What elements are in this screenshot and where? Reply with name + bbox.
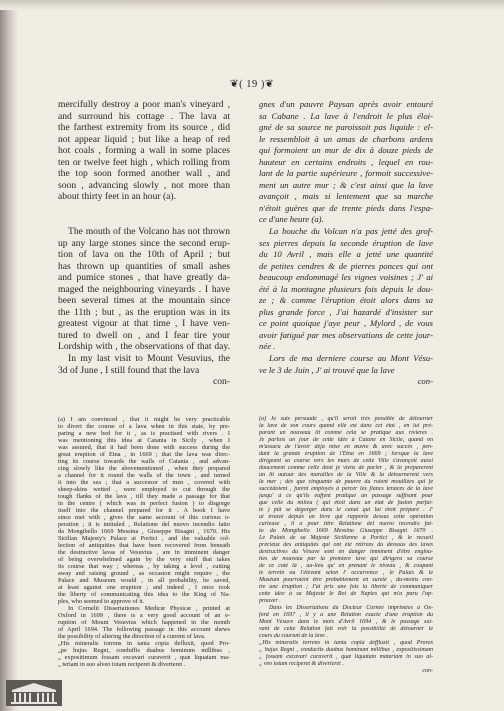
french-footnote-line: te ) pût se dégorger dans le canal qui lui étoit préparé . J' [259, 507, 433, 513]
french-text-line: lant de la partie supérieure , formoit successive- [259, 168, 433, 179]
english-text-line: In my last visit to Mount Vesuvius, the [68, 353, 230, 365]
french-footnote-line: doucement comme celle dont je viens de parler , & la préparerent [259, 465, 433, 471]
french-footnote-line: (a) Je suis persuadé , qu'il seroit très possible de détourner [259, 416, 433, 422]
french-footnote-line: de ce coté là , au-lieu qu' en prenant le niveau , & coupant [259, 563, 433, 569]
english-text-line: about thirty feet in an hour (a). [58, 191, 177, 203]
english-footnote-line: (a) I am convinced , that it might be very practicable [58, 416, 230, 423]
page-gutter-shadow [0, 0, 18, 711]
french-footnote-line: prouver . [259, 598, 281, 604]
french-footnote-line: dant la grande éruption de l'Etna en 1669 ; lorsque la lave [259, 451, 433, 457]
french-text-line: qui formoient un mur de dix à douze pieds de [259, 145, 433, 156]
english-text-line: the 11th ; but , as the eruption was in its [58, 306, 230, 318]
english-text-line: and surround his cottage . The lava at [58, 110, 230, 122]
french-footnote-line: parant un nouveau lit comme cela se pratique aux rivieres . [259, 430, 433, 436]
english-text-line: tion of lava on the 10th of April ; but [58, 249, 230, 261]
library-stamp-image [6, 680, 62, 706]
english-footnote-line: to divert the course of a lava when in this state, by pre- [58, 423, 230, 430]
french-text-line: été à la montagne plusieurs fois depuis le dou- [259, 283, 433, 294]
english-footnote-line: Oxford in 1699 , there is a very good account of an e- [58, 612, 230, 619]
french-text-line: n'étoit guères que de trente pieds dans l'espa- [259, 202, 433, 213]
french-text-line: ze ; & comme l'éruption étoit alors dans sa [259, 295, 433, 306]
english-footnote-line: sheep-skins wetted , were employed to cut through the [58, 486, 230, 493]
french-footnote-line: dirigeant sa course vers les murs de cette Ville s'avançoit aussi [259, 458, 433, 464]
french-column [259, 99, 433, 388]
english-text-line [58, 203, 230, 215]
french-text-line: de petites cendres & de pierres ponces qui ont [259, 260, 433, 271]
french-footnote-line: Le Palais de sa Majesté Sicilienne à Portici , & le recueil [259, 535, 433, 541]
english-footnote-line: „ teriam in suo alveo totam reciperet & diverteret . [58, 661, 186, 668]
english-footnote-line: Sicilian Majesty's Palace at Portici , and the valuable col- [58, 535, 230, 542]
english-text-line: 3d of June , I still found that the lava [58, 364, 200, 376]
english-text-line [58, 214, 230, 226]
english-footnote-line: lection of antiquities that have been recovered from beneath [58, 542, 230, 549]
english-text-line: the top soon formed another wall , and [58, 168, 230, 180]
french-footnote-line: „ hujus Regni , conductis duobus hominum millibus , expositissimam [259, 647, 433, 653]
french-text-line: du 10 Avril , mais elle a jetté une quantité [259, 249, 433, 260]
english-footnote-line: the destructive lavas of Vesuvius , are in imminent danger [58, 549, 230, 556]
catchword: con- [212, 376, 230, 388]
french-text-line: gné de sa source ne paroissoit pas liquide : el- [259, 122, 433, 133]
french-footnote-line: „ veo totam reciperet & diverteret . [259, 661, 344, 667]
french-footnote-line: curieuse , il a pour titre Relatione del nuovo incendio fat- [259, 521, 433, 527]
english-footnote-line: ples, who seemed to approve of it. [58, 598, 145, 605]
french-footnote-line: succédoient , furent employés à percer les flancs tenaces de la lave [259, 486, 433, 492]
french-footnote-line: ai trouvé depuis un livre qui rapporte dessus cette opération [259, 514, 433, 520]
french-text-line: ment un autre mur ; & c'est ainsi que la lave [259, 179, 433, 190]
english-text-line: hot coals , forming a wall in some places [58, 145, 230, 157]
french-text-line: beaucoup endommagé les vignes voisines ; J' ai [259, 272, 433, 283]
french-text-line: avançoit , mais si lentement que sa marche [259, 191, 433, 202]
french-footnote-line: Muséum pourroient être probablement en sureté , du-moins con- [259, 577, 433, 583]
french-text-line: hauteur en certains endroits , lequel en rou- [259, 156, 433, 167]
english-footnote-line: great eruption of Etna , in 1669 ; that the lava was direc- [58, 451, 230, 458]
english-footnote-line: of April 1694. The following passage in this account shews [58, 626, 230, 633]
french-text-line: Lors de ma derniere course au Mont Vésu- [269, 353, 433, 364]
french-footnote-line: Dans les Dissertations du Docteur Cornée imprimées à Ox- [269, 605, 433, 611]
french-text-line: le ressembloit à un amas de charbons ardens [259, 133, 433, 144]
french-footnote-line: Mont Vésuve dans le mois d'Avril 1694 , & le passage sui- [259, 619, 433, 625]
english-footnote-line: tough flanks of the lava , till they made a passage for that [58, 493, 230, 500]
catchword: con- [417, 376, 433, 387]
french-footnote-line: jusqu' à ce qu'ils euffent pratiqué un passage suffisant pour [259, 493, 433, 499]
french-footnote-line: tre une éruption ; J'ai pris une fois la liberté de communiquer [259, 584, 433, 590]
french-text-line: gnes d'un pauvre Paysan après avoir entouré [259, 99, 433, 109]
french-footnote-line: précieux des antiquités qui ont été retirées du dessous des laves [259, 542, 433, 548]
english-footnote-line: of being overwhelmed again by the very stuff that takes [58, 556, 230, 563]
french-text-line: ce point quoique j'aye peur , Mylord , de vous [259, 318, 433, 329]
catchword: con- [422, 668, 433, 674]
page-top-shadow [0, 0, 504, 10]
english-text-line: ten or twelve feet high , which rolling from [58, 156, 230, 168]
english-footnote-line: it into the sea ; that a successor of men , covered with [58, 479, 230, 486]
english-text-line: the farthest extremity from its source , did [58, 122, 230, 134]
french-text-line: ses pierres depuis la seconde éruption de lave [259, 237, 433, 248]
english-footnote-line: was mentioning this idea at Catania in Sicily , when I [58, 437, 230, 444]
english-footnote-line: In Cornelii Dissertationes Medicæ Physicæ , printed at [68, 605, 230, 612]
french-footnote-line: un lit autour des murailles de la Ville & la détournerent vers [259, 472, 433, 478]
french-footnote-line: que celle du milieu ( qui étoit dans un état de fusion parfai- [259, 500, 433, 506]
french-footnote-line: destructives du Vésuve sont en danger imminent d'être englou- [259, 549, 433, 555]
english-footnote-line: ting its course towards the walls of Catania , and advan- [58, 458, 230, 465]
french-footnote-line: to da Mongibello 1669 Messina Giuseppe Bisagni 1670 . [259, 528, 433, 534]
english-text-line: maged the neighbouring vineyards . I have [58, 283, 230, 295]
english-footnote-line: the possibility of altering the direction of a current of lava. [58, 633, 206, 640]
english-footnote-line: peration ; it is intituled , Relatione del nuovo incendio fatto [58, 521, 230, 528]
english-footnote-line: itself into the channel prepared for it . A book I have [58, 507, 230, 514]
english-text-line: been several times at the mountain since [58, 295, 230, 307]
french-footnote [259, 416, 433, 675]
french-footnote-line: la lave de son cours quand elle est dans cet état , en lui pré- [259, 423, 433, 429]
french-text-line: ce d'une heure (a). [259, 214, 324, 225]
french-text-line: née . [259, 341, 276, 352]
french-footnote-line: m'assura de l'avoir déja mise en œuvre & avec succès , pen- [259, 444, 433, 450]
french-text-line: ve le 3 de Juin , J' ai trouvé que la lave [259, 364, 395, 375]
page-header-number: ❦( 19 )❦ [229, 79, 275, 90]
english-footnote-line: cing slowly like the abovementioned , when they prepared [58, 465, 230, 472]
french-footnote-line: ford en 1697 , il y a une Relation exacte d'une éruption du [259, 612, 433, 618]
english-column [58, 99, 230, 388]
english-footnote [58, 416, 230, 668]
english-footnote-line: „His mineralis torrens in tanta copia defluxit, quod Pro- [58, 640, 230, 647]
english-footnote-line: its course that way ; whereas , by taking a level , cutting [58, 563, 230, 570]
english-footnote-line: was assured, that it had been done with success during the [58, 444, 230, 451]
french-footnote-line: le terrein ou l'élevant selon l' occurrence , le Palais & le [259, 570, 433, 576]
french-footnote-line: „ fossam excavari curaverit , quæ liquatam materiam in suo al- [259, 654, 433, 660]
english-footnote-line: „ expositimum fossam excavari curaverit , quæ liquatam ma- [58, 654, 230, 661]
english-footnote-line: „pe hujus Regni, conduffis duabus hominum millibus , [58, 647, 230, 654]
library-building-icon [6, 680, 62, 706]
french-footnote-line: Je parlois un jour de cette idée à Catane en Sicile, quand on [259, 437, 433, 443]
english-text-line: not appear liquid ; but like a heap of red [58, 133, 230, 145]
english-text-line: tured to dwell on , and I fear tire your [58, 329, 230, 341]
french-footnote-line: cette idée à sa Majesté le Roi de Naples qui m'a paru l'ap- [259, 591, 433, 597]
english-text-line: The mouth of the Volcano has not thrown [68, 226, 230, 238]
french-text-line: plus grande force , J'ai hazardé d'insister sur [259, 306, 433, 317]
english-text-line: Lordship with , the observations of that day. [58, 341, 230, 353]
french-text-line: sa Cabane . La lave à l'endroit le plus éloi- [259, 110, 433, 121]
english-text-line: up any large stones since the second erup- [58, 237, 230, 249]
english-footnote-line: a channel for it round the walls of the town , and turned [58, 472, 230, 479]
english-footnote-line: in the centre ( which was in perfect fusion ) to disgorge [58, 500, 230, 507]
english-footnote-line: ruption of Mount Vesuvius which happened in the month [58, 619, 230, 626]
french-text-line: La bouche du Volcan n'a pas jetté des grof- [269, 226, 433, 237]
english-footnote-line: paring a new bed for it , as is practised with rivers . I [58, 430, 230, 437]
english-text-line: soon , advancing slowly , not more than [58, 179, 230, 191]
french-footnote-line: „His mineralis torrens in tanta copia deffluxit , quod Prorex [259, 640, 433, 646]
english-footnote-line: away and raising ground , as occasion might require , the [58, 570, 230, 577]
french-text-line: avoir fatigué par mes observations de cette jour- [259, 329, 433, 340]
english-footnote-line: the liberty of communicating this idea to the King of Na- [58, 591, 230, 598]
english-text-line: and pumice stones , that have greatly da- [58, 272, 230, 284]
french-footnote-line: vant de cette Relation fait voir la possibilité de détourner le [259, 626, 433, 632]
english-text-line: greatest vigour at that time , I have ven- [58, 318, 230, 330]
english-text-line: has thrown up quantities of small ashes [58, 260, 230, 272]
french-footnote-line: la mer ; dès que cinquante de pauvre du roient mouillées qui fe [259, 479, 433, 485]
english-footnote-line: at least against one eruption ; and indeed , I once took [58, 584, 230, 591]
english-text-line: mercifully destroy a poor man's vineyard , [58, 99, 230, 110]
french-footnote-line: cours du courant de la lave . [259, 633, 328, 639]
english-footnote-line: da Mongibello 1669 Messina , Giuseppe Bisagni , 1670. His [58, 528, 230, 535]
french-footnote-line: ties de nouveau par la premiere lave qui dirigera sa course [259, 556, 433, 562]
english-footnote-line: since met with , gives the same account of this curious o- [58, 514, 230, 521]
english-footnote-line: Palace and Museum would , in all probability, be saved, [58, 577, 230, 584]
